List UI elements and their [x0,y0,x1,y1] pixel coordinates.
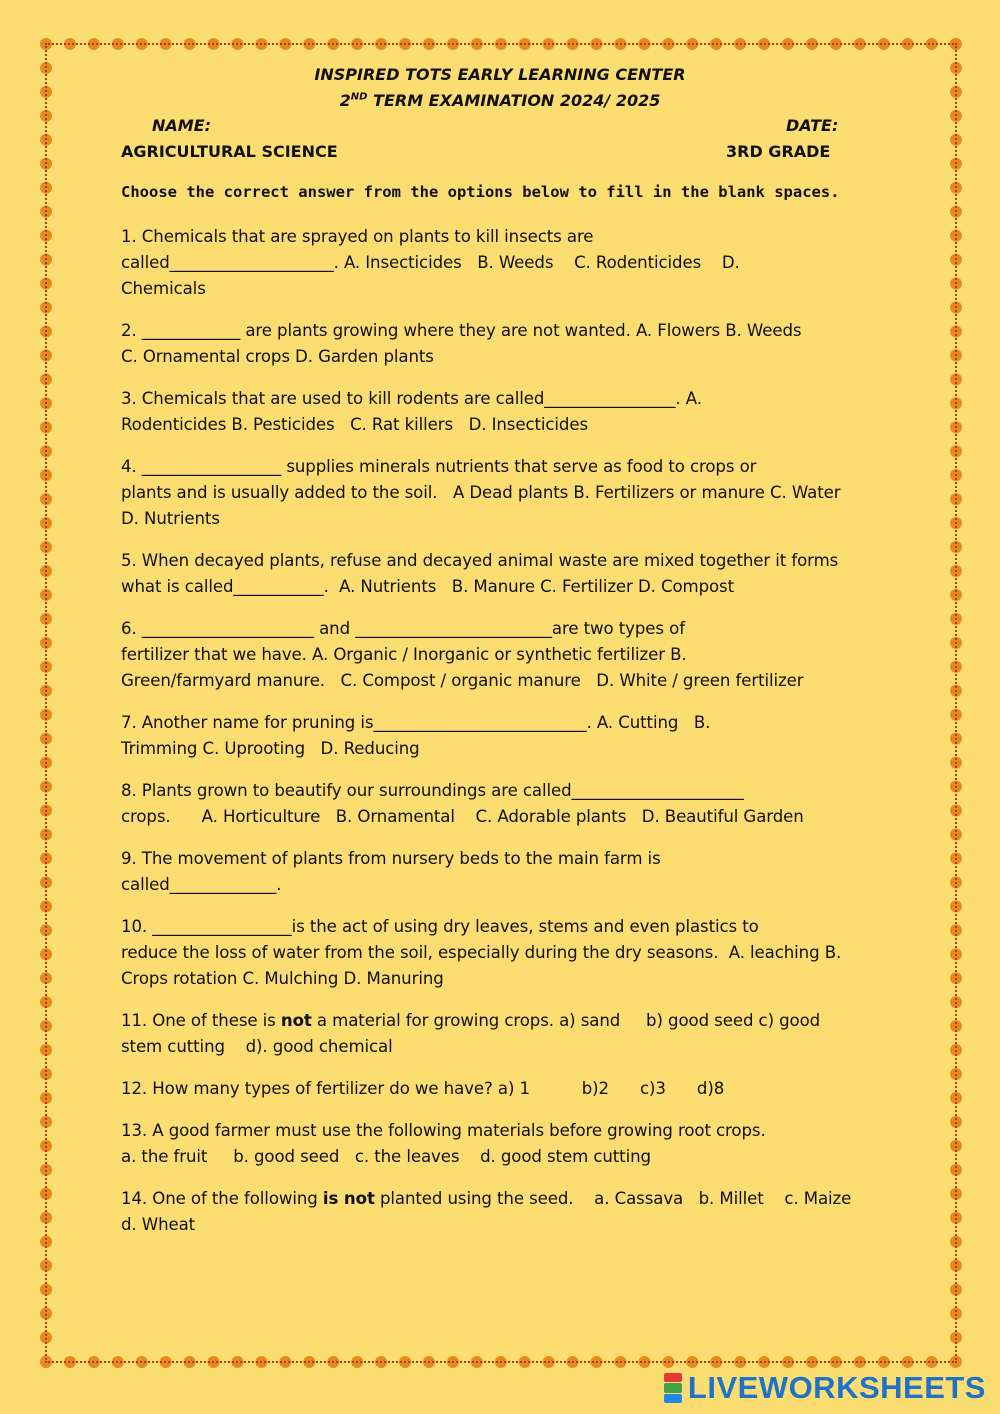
date-label: DATE: [786,116,839,135]
exam-header [0,62,1000,114]
subject-label: AGRICULTURAL SCIENCE [121,142,338,161]
question-10: 10. _________________is the act of using dry leaves, stems and even plastics to reduce the loss of water from the soil, especially during the dry seasons. A. leaching B. Crops rotation C. Mulching D. Manuring [121,917,842,988]
question-1: 1. Chemicals that are sprayed on plants to kill insects are called____________________. A. Insecticides B. Weeds C. Rodenticides D. Chemicals [121,227,740,298]
question-7: 7. Another name for pruning is__________________________. A. Cutting B. Trimming C. Uprooting D. Reducing [121,713,711,758]
grade-label: 3RD GRADE [726,142,831,161]
liveworksheets-logo [664,1370,986,1406]
question-4: 4. _________________ supplies minerals nutrients that serve as food to crops or plants and is usually added to the soil. A Dead plants B. Fertilizers or manure C. Water D. Nutrients [121,457,841,528]
question-3: 3. Chemicals that are used to kill rodents are called________________. A. Rodenticides B. Pesticides C. Rat killers D. Insecticides [121,389,702,434]
question-list [121,224,886,1254]
exam-title: 2ND TERM EXAMINATION 2024/ 2025 [339,91,661,110]
name-label: NAME: [152,116,212,135]
question-9: 9. The movement of plants from nursery beds to the main farm is called_____________. [121,849,661,894]
question-12: 12. How many types of fertilizer do we have? a) 1 b)2 c)3 d)8 [121,1079,725,1098]
question-13: 13. A good farmer must use the following materials before growing root crops. a. the fruit b. good seed c. the leaves d. good stem cutting [121,1121,766,1166]
logo-icon [664,1373,682,1403]
question-14: 14. One of the following is not planted using the seed. a. Cassava b. Millet c. Maize d. Wheat [121,1189,852,1234]
question-5: 5. When decayed plants, refuse and decayed animal waste are mixed together it forms what is called___________. A. Nutrients B. Manure C. Fertilizer D. Compost [121,551,839,596]
question-6: 6. _____________________ and ________________________are two types of fertilizer that we have. A. Organic / Inorganic or synthetic fertilizer B. Green/farmyard manure. C. Compost / organic manure D. White / green fertilizer [121,619,804,690]
question-8: 8. Plants grown to beautify our surroundings are called_____________________ crops. A. Horticulture B. Ornamental C. Adorable plants D. Beautiful Garden [121,781,804,826]
question-11: 11. One of these is not a material for growing crops. a) sand b) good seed c) good stem cutting d). good chemical [121,1011,821,1056]
question-2: 2. ____________ are plants growing where they are not wanted. A. Flowers B. Weeds C. Ornamental crops D. Garden plants [121,321,802,366]
school-name: INSPIRED TOTS EARLY LEARNING CENTER [314,65,686,84]
logo-text: LIVEWORKSHEETS [687,1370,986,1405]
instructions: Choose the correct answer from the options below to fill in the blank spaces. [121,183,840,201]
